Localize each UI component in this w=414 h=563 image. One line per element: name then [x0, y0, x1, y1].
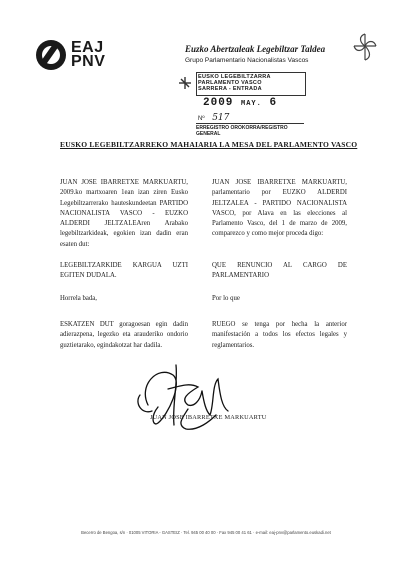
stamp-number-value: 517 [212, 113, 230, 123]
basque-paragraph-1 [60, 178, 188, 250]
basque-text-3: Horrela bada, [60, 295, 97, 302]
party-logo [36, 40, 105, 70]
stamp-cross-icon [178, 76, 192, 90]
spanish-heading: A LA MESA DEL PARLAMENTO VASCO [212, 140, 358, 149]
organization-name: Euzko Abertzaleak Legebiltzar Taldea [185, 44, 326, 54]
basque-heading: EUSKO LEGEBILTZARREKO MAHAIARI [60, 140, 213, 149]
basque-paragraph-2 [60, 261, 188, 282]
page-footer: Becerro de Bengoa, s/n · 01005 VITORIA - GASTEIZ · Tel. 945 00 40 00 · Fax 945 00 41 61 · e-mail: eaj-pnv@parlamento.euskadi.net [81, 530, 331, 535]
basque-text-1: JUAN JOSE IBARRETXE MARKUARTU, 2009.ko martxoaren 1ean izan ziren Eusko Legebiltzarrerako hauteskundeetan PARTIDO NACIONALISTA VASCO - EUZKO ALDERDI JELTZALEAren Arabako legebiltzarkideak, egokien izan dadin eran esaten dut: [60, 179, 188, 248]
stamp-date-year: 2009 [203, 97, 234, 109]
logo-line2: PNV [71, 53, 106, 70]
organization-header [185, 44, 345, 64]
spanish-text-4: RUEGO se tenga por hecha la anterior manifestación a todos los efectos legales y reglamentarios. [212, 321, 347, 349]
stamp-line1: EUSKO LEGEBILTZARRA [198, 74, 271, 80]
stamp-line2: PARLAMENTO VASCO [198, 80, 262, 86]
spanish-text-3: Por lo que [212, 295, 240, 302]
stamp-footer: ERREGISTRO OROKORRA/REGISTRO GENERAL [196, 125, 288, 137]
stamp-date [203, 97, 277, 109]
registration-stamp [178, 70, 306, 136]
lauburu-emblem-icon [350, 30, 380, 64]
spanish-paragraph-3 [212, 294, 347, 304]
party-logo-mark [36, 40, 66, 70]
spanish-text-2: QUE RENUNCIO AL CARGO DE PARLAMENTARIO [212, 262, 347, 280]
basque-text-4: ESKATZEN DUT goragoesan egin dadin adierazpena, legezko eta arauderiko ondorio guztietarako, egindakotzat har dadila. [60, 321, 188, 349]
stamp-number-label: Nº [198, 116, 205, 122]
stamp-text [198, 74, 271, 92]
stamp-number [198, 113, 229, 123]
signer-name: JUAN JOSE IBARRETXE MARKUARTU [150, 414, 267, 421]
spanish-paragraph-1 [212, 178, 347, 240]
stamp-line3: SARRERA - ENTRADA [198, 86, 262, 92]
basque-text-2: LEGEBILTZARKIDE KARGUA UZTI EGITEN DUDALA. [60, 262, 188, 280]
stamp-date-day: 6 [269, 97, 278, 109]
party-logo-text [71, 41, 105, 69]
spanish-paragraph-2 [212, 261, 347, 282]
stamp-date-month: MAY. [241, 100, 262, 108]
logo-line1: EAJ [71, 39, 104, 56]
spanish-text-1: JUAN JOSE IBARRETXE MARKUARTU, parlamentario por EUZKO ALDERDI JELTZALEA - PARTIDO NACIONALISTA VASCO, por Alava en las elecciones al Parlamento Vasco, del 1 de marzo de 2009, comparezco y como mejor proceda digo: [212, 179, 347, 238]
basque-paragraph-3 [60, 294, 188, 304]
stamp-divider [196, 123, 304, 124]
organization-subtitle: Grupo Parlamentario Nacionalistas Vascos [185, 57, 309, 64]
